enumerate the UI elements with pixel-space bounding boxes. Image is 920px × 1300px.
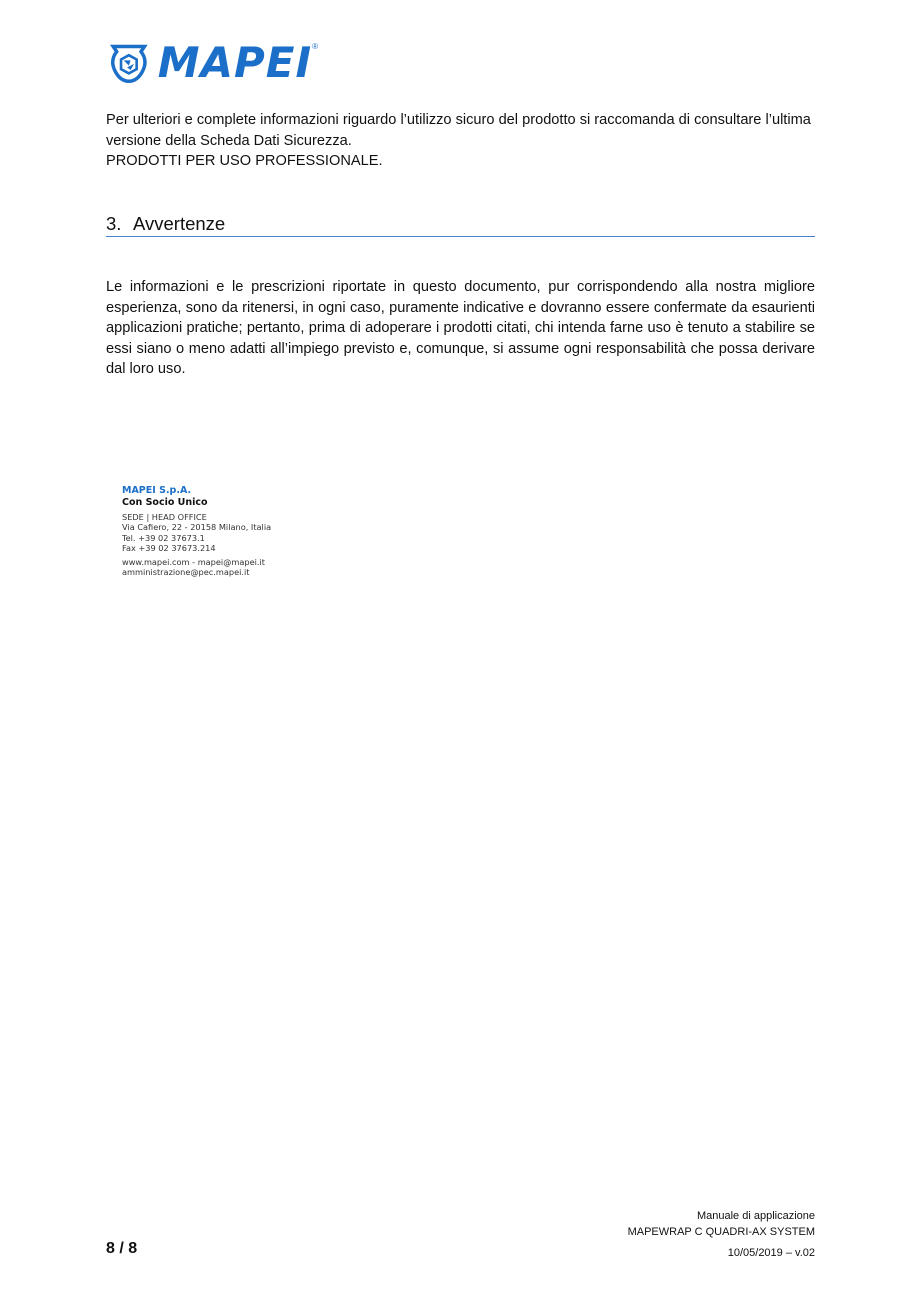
- company-address-block: [122, 485, 271, 577]
- mapei-logo: [108, 38, 318, 88]
- section-number: 3.: [106, 213, 122, 234]
- mapei-emblem-icon: [108, 40, 150, 86]
- product-name: MAPEWRAP C QUADRI-AX SYSTEM: [627, 1226, 815, 1238]
- fax: Fax +39 02 37673.214: [122, 543, 216, 554]
- web-email: www.mapei.com - mapei@mapei.it: [122, 556, 265, 567]
- date-version: 10/05/2019 – v.02: [727, 1247, 815, 1259]
- professional-use-text: PRODOTTI PER USO PROFESSIONALE.: [106, 153, 383, 170]
- phone: Tel. +39 02 37673.1: [122, 532, 205, 543]
- registered-mark: ®: [312, 42, 318, 51]
- section-heading: [106, 212, 815, 237]
- street-address: Via Cafiero, 22 - 20158 Milano, Italia: [122, 522, 272, 533]
- safety-note: [106, 110, 815, 172]
- footer-info: [628, 1208, 815, 1261]
- section-title: Avvertenze: [133, 213, 226, 234]
- safety-note-text: Per ulteriori e complete informazioni riguardo l’utilizzo sicuro del prodotto si raccomanda di consultare l’ultima versione della Scheda Dati Sicurezza.: [106, 112, 811, 149]
- company-name: MAPEI S.p.A.: [122, 485, 192, 496]
- office-label: SEDE | HEAD OFFICE: [122, 512, 207, 522]
- company-subtitle: Con Socio Unico: [122, 497, 208, 508]
- doc-type: Manuale di applicazione: [696, 1210, 815, 1222]
- logo-wordmark: MAPEI: [157, 38, 313, 87]
- page-number: 8 / 8: [106, 1240, 138, 1257]
- pec-email: amministrazione@pec.mapei.it: [122, 567, 250, 578]
- warning-paragraph: Le informazioni e le prescrizioni riportate in questo documento, pur corrispondendo alla nostra migliore esperienza, sono da ritenersi, in ogni caso, puramente indicative e dovranno essere confermate da esaurienti applicazioni pratiche; pertanto, prima di adoperare i prodotti citati, chi intenda farne uso è tenuto a stabilire se essi siano o meno adatti all’impiego previsto e, comunque, si assume ogni responsabilità che possa derivare dal loro uso.: [106, 279, 815, 378]
